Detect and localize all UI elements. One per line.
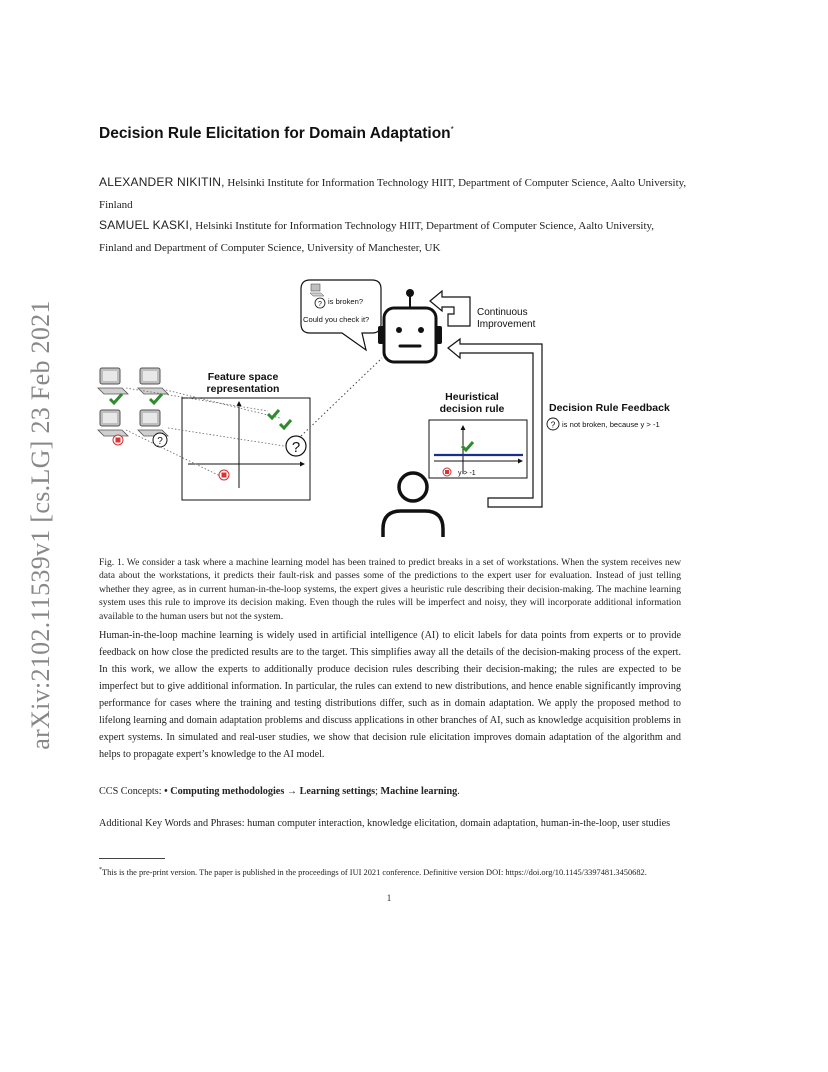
- ccs-end: .: [457, 786, 460, 797]
- author-affiliation: Helsinki Institute for Information Technology HIIT, Department of Computer Science, Aalto University, Finland and Department of Computer Science, University of Manchester, UK: [99, 220, 655, 254]
- heuristic-rule-label: decision rule: [439, 403, 505, 415]
- continuous-improvement-label: Improvement: [477, 319, 536, 330]
- continuous-improvement-label: Continuous: [477, 307, 528, 318]
- heuristic-rule-label: Heuristical: [445, 391, 499, 403]
- abstract: Human-in-the-loop machine learning is widely used in artificial intelligence (AI) to elicit labels for data points from experts or to provide feedback on how close the predicted results are to the target. This simplifies away all the details of the decision-making process of the expert. In this work, we allow the experts to additionally produce decision rules describing their decision-making; the rules are expected to be imperfect but to give additional information. In particular, the rules can extend to new distributions, and hence enable significantly improving performance for cases where the training and testing distributions differ, such as in domain adaptation. We apply the proposed method to lifelong learning and domain adaptation problems and discuss applications in other branches of AI, such as knowledge acquisition problems in expert systems. In simulated and real-user studies, we show that decision rule elicitation improves domain adaptation of the algorithm and helps to propagate expert’s knowledge to the AI model.: [99, 630, 681, 760]
- svg-text:?: ?: [291, 439, 301, 456]
- ccs-concept: Machine learning: [380, 786, 458, 797]
- svg-text:?: ?: [157, 436, 163, 447]
- question-icon: [547, 418, 559, 430]
- checkmark-icon: [268, 410, 279, 418]
- author-name: ALEXANDER NIKITIN,: [99, 175, 225, 189]
- question-icon: [315, 298, 325, 308]
- svg-text:?: ?: [550, 419, 556, 430]
- footnote-rule: [99, 858, 165, 859]
- computer-icon: [138, 368, 168, 394]
- broken-marker-icon: [219, 470, 229, 480]
- author-affiliation: Helsinki Institute for Information Technology HIIT, Department of Computer Science, Aalto University, Finland: [99, 177, 687, 211]
- footnote: [99, 864, 687, 879]
- keywords: Additional Key Words and Phrases: human computer interaction, knowledge elicitation, domain adaptation, human-in-the-loop, user studies: [99, 818, 671, 829]
- feature-space-label: Feature space: [207, 371, 279, 383]
- dotted-link: [301, 358, 382, 436]
- figure-1-diagram: [96, 278, 736, 540]
- computer-icon: [98, 368, 128, 394]
- svg-text:?: ?: [318, 301, 322, 308]
- ccs-label: CCS Concepts:: [99, 786, 165, 797]
- arxiv-sidebar-stamp: [18, 290, 64, 760]
- broken-marker-icon: [113, 435, 123, 445]
- rule-label: y > -1: [458, 470, 476, 477]
- feature-space-label: representation: [206, 383, 280, 395]
- paper-title: [99, 125, 454, 143]
- figure-caption: Fig. 1. We consider a task where a machine learning model has been trained to predict breaks in a set of workstations. When the system receives new data about the workstations, it predicts their fault-risk and passes some of the predictions to the expert user for evaluation. Instead of just telling whether they agree, as in current human-in-the-loop systems, the expert gives a heuristic rule describing their decision-making. The machine learning system uses this rule to improve its decision making. Even though the rules will be imperfect and noisy, they will incorporate additional information available to the human users but not the system.: [99, 557, 681, 622]
- return-path-arrow: [448, 339, 542, 507]
- ccs-concept: Computing methodologies → Learning settings: [170, 786, 376, 797]
- ccs-separator: ;: [375, 786, 381, 797]
- footnote-mark: *: [99, 867, 102, 873]
- title-footnote-mark: *: [450, 125, 454, 134]
- page-number: 1: [386, 893, 392, 903]
- bubble-question-text: is broken?: [328, 297, 364, 306]
- arxiv-id: arXiv:2102.11539v1 [cs.LG] 23 Feb 2021: [26, 300, 55, 750]
- author-name: SAMUEL KASKI,: [99, 218, 193, 232]
- footnote-text: This is the pre-print version. The paper is published in the proceedings of IUI 2021 conference. Definitive version DOI: https://doi.org/10.1145/3397481.3450682.: [102, 867, 647, 877]
- broken-marker-icon: [443, 468, 451, 476]
- checkmark-icon: [110, 394, 122, 403]
- computer-icon: [98, 410, 128, 436]
- checkmark-icon: [150, 394, 162, 403]
- ccs-concepts: [99, 785, 681, 799]
- question-icon: [286, 436, 306, 456]
- bubble-request-text: Could you check it?: [303, 315, 370, 324]
- computer-icon: [138, 410, 168, 436]
- author-block-2: [99, 214, 689, 259]
- checkmark-icon: [462, 442, 473, 450]
- feedback-title: Decision Rule Feedback: [549, 402, 670, 414]
- feedback-text: is not broken, because y > -1: [562, 420, 660, 429]
- checkmark-icon: [280, 420, 291, 428]
- person-icon: [383, 473, 443, 537]
- title-text: Decision Rule Elicitation for Domain Adaptation: [99, 125, 451, 143]
- question-icon: [153, 433, 167, 447]
- ccs-bullet: •: [164, 786, 171, 797]
- author-block-1: [99, 171, 689, 216]
